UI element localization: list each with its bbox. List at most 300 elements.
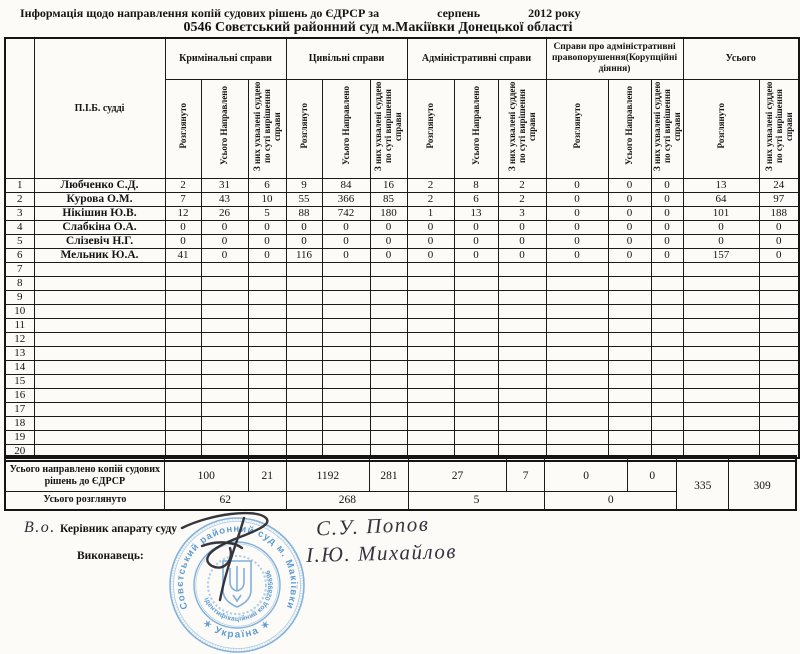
- value-cell: 0: [454, 234, 498, 248]
- value-cell: 0: [322, 220, 370, 234]
- row-number-cell: 10: [5, 304, 34, 318]
- row-number-cell: 18: [5, 416, 34, 430]
- value-cell: 0: [407, 220, 454, 234]
- value-cell: 85: [370, 192, 407, 206]
- value-cell: 2: [407, 178, 454, 192]
- value-cell: [651, 402, 683, 416]
- judge-row: [5, 178, 799, 192]
- value-cell: [322, 346, 370, 360]
- value-cell: 157: [683, 248, 759, 262]
- value-cell: 55: [286, 192, 322, 206]
- value-cell: 0: [683, 234, 759, 248]
- value-cell: [498, 290, 546, 304]
- value-cell: [546, 304, 608, 318]
- column-header-adopted: [498, 79, 546, 178]
- value-cell: [608, 416, 651, 430]
- stamp-country-text: ✶ Україна ✶: [200, 617, 274, 641]
- value-cell: [322, 276, 370, 290]
- total-cell: 62: [164, 491, 286, 510]
- total-cell: 0: [545, 491, 677, 510]
- column-header-sent: [201, 79, 248, 178]
- value-cell: [651, 360, 683, 374]
- judge-name-cell: [34, 318, 165, 332]
- value-cell: [322, 318, 370, 332]
- column-header-sent: [322, 79, 370, 178]
- value-cell: 1: [407, 206, 454, 220]
- value-cell: 188: [759, 206, 799, 220]
- case-group-header: Цивільні справи: [286, 38, 407, 79]
- value-cell: 0: [248, 234, 286, 248]
- value-cell: 0: [370, 248, 407, 262]
- row-number-cell: 19: [5, 430, 34, 444]
- value-cell: [407, 318, 454, 332]
- judge-row: [5, 430, 799, 444]
- column-header-text: Розглянуто: [425, 103, 436, 149]
- row-number-cell: 20: [5, 444, 34, 458]
- value-cell: [683, 430, 759, 444]
- row-number-header: [5, 38, 34, 178]
- value-cell: 88: [286, 206, 322, 220]
- value-cell: [608, 374, 651, 388]
- row-number-cell: 12: [5, 332, 34, 346]
- value-cell: 0: [165, 234, 201, 248]
- column-header-text: З них ухвалені суддею по суті вирішення справи: [651, 81, 683, 171]
- case-group-header: Справи про адміністративні правопорушення(Корупційні діяння): [546, 38, 683, 79]
- value-cell: 6: [454, 192, 498, 206]
- judge-row: [5, 388, 799, 402]
- column-header-text: Усього Направлено: [340, 86, 351, 166]
- judge-name-cell: [34, 304, 165, 318]
- value-cell: [370, 402, 407, 416]
- value-cell: 0: [683, 220, 759, 234]
- value-cell: [322, 304, 370, 318]
- value-cell: [248, 430, 286, 444]
- value-cell: [546, 430, 608, 444]
- judge-name-cell: [34, 430, 165, 444]
- head-of-staff-label: Керівник апарату суду: [60, 523, 178, 535]
- judge-row: [5, 192, 799, 206]
- value-cell: [683, 332, 759, 346]
- value-cell: 5: [248, 206, 286, 220]
- value-cell: [201, 416, 248, 430]
- value-cell: 180: [370, 206, 407, 220]
- value-cell: [454, 346, 498, 360]
- value-cell: [683, 374, 759, 388]
- judge-name-cell: [34, 402, 165, 416]
- value-cell: [759, 262, 799, 276]
- row-number-cell: 17: [5, 402, 34, 416]
- value-cell: 0: [759, 220, 799, 234]
- value-cell: [286, 416, 322, 430]
- value-cell: [608, 332, 651, 346]
- value-cell: [651, 332, 683, 346]
- value-cell: 2: [498, 178, 546, 192]
- value-cell: 24: [759, 178, 799, 192]
- value-cell: [683, 402, 759, 416]
- value-cell: 0: [407, 234, 454, 248]
- column-header-text: Усього Направлено: [470, 86, 481, 166]
- value-cell: [454, 360, 498, 374]
- value-cell: [201, 430, 248, 444]
- value-cell: [370, 304, 407, 318]
- value-cell: [498, 374, 546, 388]
- value-cell: [498, 416, 546, 430]
- value-cell: [286, 374, 322, 388]
- value-cell: [286, 262, 322, 276]
- value-cell: [248, 346, 286, 360]
- value-cell: [608, 290, 651, 304]
- title-text: Інформація щодо направлення копій судових рішень до ЄДРСР за: [20, 6, 380, 20]
- total-cell: 0: [628, 461, 677, 491]
- column-header-considered: [407, 79, 454, 178]
- stamp-code-text: ідентифікаційний код 02895696: [202, 568, 275, 623]
- value-cell: [759, 290, 799, 304]
- value-cell: [546, 262, 608, 276]
- value-cell: [454, 290, 498, 304]
- row-number-cell: 3: [5, 206, 34, 220]
- value-cell: [608, 304, 651, 318]
- value-cell: [546, 332, 608, 346]
- value-cell: 0: [454, 220, 498, 234]
- value-cell: [407, 402, 454, 416]
- row-number-cell: 13: [5, 346, 34, 360]
- total-cell: 21: [248, 461, 286, 491]
- value-cell: [286, 430, 322, 444]
- value-cell: [322, 430, 370, 444]
- value-cell: [454, 304, 498, 318]
- value-cell: [322, 402, 370, 416]
- value-cell: 0: [546, 192, 608, 206]
- value-cell: [248, 374, 286, 388]
- value-cell: 8: [454, 178, 498, 192]
- value-cell: [407, 276, 454, 290]
- value-cell: [248, 318, 286, 332]
- value-cell: 0: [651, 178, 683, 192]
- value-cell: 0: [498, 234, 546, 248]
- value-cell: [370, 360, 407, 374]
- value-cell: [759, 416, 799, 430]
- judge-name-cell: [34, 262, 165, 276]
- value-cell: [651, 346, 683, 360]
- acting-prefix-handwritten: В.о.: [24, 519, 56, 536]
- judge-row: [5, 374, 799, 388]
- value-cell: [370, 318, 407, 332]
- case-group-header: Усього: [683, 38, 799, 79]
- value-cell: 0: [546, 206, 608, 220]
- judge-name-cell: [34, 290, 165, 304]
- judge-row: [5, 360, 799, 374]
- value-cell: 0: [201, 220, 248, 234]
- column-header-adopted: [370, 79, 407, 178]
- value-cell: 101: [683, 206, 759, 220]
- row-number-cell: 15: [5, 374, 34, 388]
- value-cell: [498, 318, 546, 332]
- judge-row: [5, 304, 799, 318]
- value-cell: [454, 318, 498, 332]
- column-header-adopted: [651, 79, 683, 178]
- column-header-text: З них ухвалені суддею по суті вирішення справи: [763, 81, 794, 171]
- value-cell: 0: [651, 206, 683, 220]
- value-cell: [286, 360, 322, 374]
- value-cell: 0: [651, 220, 683, 234]
- row-number-cell: 1: [5, 178, 34, 192]
- value-cell: [498, 430, 546, 444]
- value-cell: [286, 318, 322, 332]
- value-cell: 0: [322, 248, 370, 262]
- total-cell: 268: [286, 491, 408, 510]
- value-cell: [608, 430, 651, 444]
- executor-signature: І.Ю. Михайлов: [305, 539, 458, 567]
- value-cell: [759, 304, 799, 318]
- value-cell: 9: [286, 178, 322, 192]
- value-cell: [370, 346, 407, 360]
- row-number-cell: 14: [5, 360, 34, 374]
- value-cell: [201, 360, 248, 374]
- column-header-text: Розглянуто: [716, 103, 726, 149]
- value-cell: [683, 318, 759, 332]
- value-cell: [165, 388, 201, 402]
- judge-row: [5, 290, 799, 304]
- value-cell: [608, 360, 651, 374]
- judge-name-cell: Любченко С.Д.: [34, 178, 165, 192]
- head-signature: С.У. Попов: [315, 511, 430, 541]
- report-month: серпень: [437, 6, 481, 20]
- value-cell: 0: [651, 234, 683, 248]
- value-cell: [248, 360, 286, 374]
- value-cell: [248, 290, 286, 304]
- value-cell: [498, 332, 546, 346]
- row-number-cell: 6: [5, 248, 34, 262]
- value-cell: [286, 332, 322, 346]
- value-cell: [407, 430, 454, 444]
- value-cell: [454, 430, 498, 444]
- value-cell: 41: [165, 248, 201, 262]
- report-year: 2012 року: [528, 6, 581, 20]
- value-cell: 742: [322, 206, 370, 220]
- value-cell: [201, 276, 248, 290]
- value-cell: 43: [201, 192, 248, 206]
- value-cell: [651, 290, 683, 304]
- value-cell: 0: [370, 234, 407, 248]
- value-cell: [608, 276, 651, 290]
- value-cell: 64: [683, 192, 759, 206]
- value-cell: [201, 304, 248, 318]
- value-cell: [759, 276, 799, 290]
- judge-name-cell: [34, 276, 165, 290]
- value-cell: [651, 304, 683, 318]
- value-cell: 0: [201, 248, 248, 262]
- judge-row: [5, 206, 799, 220]
- column-header-text: Розглянуто: [177, 103, 188, 149]
- value-cell: 0: [407, 248, 454, 262]
- column-header-text: З них ухвалені суддею по суті вирішення справи: [506, 81, 538, 171]
- value-cell: 0: [322, 234, 370, 248]
- row-number-cell: 8: [5, 276, 34, 290]
- value-cell: 0: [248, 248, 286, 262]
- value-cell: [759, 360, 799, 374]
- value-cell: [165, 276, 201, 290]
- report-title: [20, 6, 790, 21]
- judges-report-table: [4, 37, 800, 459]
- value-cell: 0: [546, 178, 608, 192]
- value-cell: [370, 332, 407, 346]
- value-cell: [546, 416, 608, 430]
- value-cell: [498, 360, 546, 374]
- value-cell: [759, 430, 799, 444]
- value-cell: 0: [608, 206, 651, 220]
- value-cell: [370, 374, 407, 388]
- value-cell: [322, 374, 370, 388]
- value-cell: [651, 276, 683, 290]
- value-cell: [165, 416, 201, 430]
- value-cell: [498, 262, 546, 276]
- grand-total-considered: 335: [677, 461, 729, 510]
- column-header-text: З них ухвалені суддею по суті вирішення справи: [373, 81, 404, 171]
- value-cell: [608, 388, 651, 402]
- value-cell: [370, 262, 407, 276]
- value-cell: [651, 416, 683, 430]
- row-number-cell: 4: [5, 220, 34, 234]
- value-cell: [322, 416, 370, 430]
- judge-name-cell: [34, 332, 165, 346]
- value-cell: [248, 388, 286, 402]
- value-cell: 0: [248, 220, 286, 234]
- value-cell: [546, 318, 608, 332]
- value-cell: [248, 402, 286, 416]
- value-cell: [498, 276, 546, 290]
- value-cell: [407, 416, 454, 430]
- value-cell: 0: [608, 192, 651, 206]
- value-cell: [683, 416, 759, 430]
- column-header-considered: [165, 79, 201, 178]
- column-header-considered: [286, 79, 322, 178]
- value-cell: [165, 304, 201, 318]
- value-cell: [683, 276, 759, 290]
- judge-row: [5, 318, 799, 332]
- value-cell: 12: [165, 206, 201, 220]
- value-cell: 26: [201, 206, 248, 220]
- value-cell: [454, 276, 498, 290]
- value-cell: [322, 290, 370, 304]
- value-cell: 31: [201, 178, 248, 192]
- value-cell: 0: [608, 234, 651, 248]
- grand-total-adopted: 309: [729, 461, 796, 510]
- value-cell: [546, 374, 608, 388]
- total-cell: 100: [164, 461, 248, 491]
- value-cell: [651, 430, 683, 444]
- column-header-text: З них ухвалені суддею по суті вирішення справи: [251, 81, 283, 171]
- value-cell: 0: [546, 248, 608, 262]
- judge-name-cell: [34, 346, 165, 360]
- value-cell: 0: [608, 220, 651, 234]
- value-cell: 0: [498, 220, 546, 234]
- value-cell: 2: [498, 192, 546, 206]
- row-number-cell: 16: [5, 388, 34, 402]
- judge-name-header: П.І.Б. судді: [34, 38, 165, 178]
- value-cell: [759, 374, 799, 388]
- value-cell: 16: [370, 178, 407, 192]
- value-cell: [683, 262, 759, 276]
- value-cell: [286, 276, 322, 290]
- value-cell: [498, 388, 546, 402]
- judge-row: [5, 402, 799, 416]
- value-cell: [201, 332, 248, 346]
- value-cell: [546, 388, 608, 402]
- value-cell: [201, 374, 248, 388]
- value-cell: 0: [201, 234, 248, 248]
- value-cell: [608, 262, 651, 276]
- value-cell: [454, 332, 498, 346]
- value-cell: 0: [370, 220, 407, 234]
- value-cell: [454, 262, 498, 276]
- value-cell: [370, 276, 407, 290]
- value-cell: [165, 262, 201, 276]
- row-number-cell: 2: [5, 192, 34, 206]
- value-cell: [407, 346, 454, 360]
- value-cell: [683, 388, 759, 402]
- value-cell: [165, 360, 201, 374]
- value-cell: 0: [608, 178, 651, 192]
- value-cell: [608, 318, 651, 332]
- value-cell: [546, 346, 608, 360]
- value-cell: 13: [683, 178, 759, 192]
- value-cell: [248, 416, 286, 430]
- value-cell: [608, 402, 651, 416]
- value-cell: [322, 332, 370, 346]
- column-header-sent: [608, 79, 651, 178]
- pen-signature: [172, 510, 290, 606]
- judge-name-cell: Слабкіна О.А.: [34, 220, 165, 234]
- value-cell: [322, 360, 370, 374]
- value-cell: 0: [546, 234, 608, 248]
- judge-row: [5, 262, 799, 276]
- value-cell: [248, 262, 286, 276]
- value-cell: 0: [286, 234, 322, 248]
- value-cell: [370, 388, 407, 402]
- total-cell: 27: [408, 461, 506, 491]
- value-cell: [407, 332, 454, 346]
- value-cell: 3: [498, 206, 546, 220]
- value-cell: 0: [498, 248, 546, 262]
- value-cell: [165, 374, 201, 388]
- case-group-header: Кримінальні справи: [165, 38, 286, 79]
- judge-name-cell: Нікішин Ю.В.: [34, 206, 165, 220]
- value-cell: 0: [651, 192, 683, 206]
- value-cell: [454, 388, 498, 402]
- total-cell: 7: [507, 461, 545, 491]
- value-cell: [683, 304, 759, 318]
- value-cell: [286, 304, 322, 318]
- column-header-considered: [546, 79, 608, 178]
- value-cell: [248, 304, 286, 318]
- value-cell: [165, 332, 201, 346]
- value-cell: [498, 402, 546, 416]
- judge-row: [5, 220, 799, 234]
- value-cell: [201, 346, 248, 360]
- value-cell: [759, 332, 799, 346]
- value-cell: [546, 290, 608, 304]
- value-cell: [201, 318, 248, 332]
- value-cell: [165, 318, 201, 332]
- judge-row: [5, 332, 799, 346]
- court-name-subtitle: 0546 Совєтський районний суд м.Макіївки Донецької області: [183, 20, 573, 35]
- value-cell: [165, 346, 201, 360]
- column-header-text: Розглянуто: [571, 103, 582, 149]
- value-cell: 0: [286, 220, 322, 234]
- judge-name-cell: [34, 374, 165, 388]
- value-cell: [248, 276, 286, 290]
- totals-table: [4, 455, 797, 511]
